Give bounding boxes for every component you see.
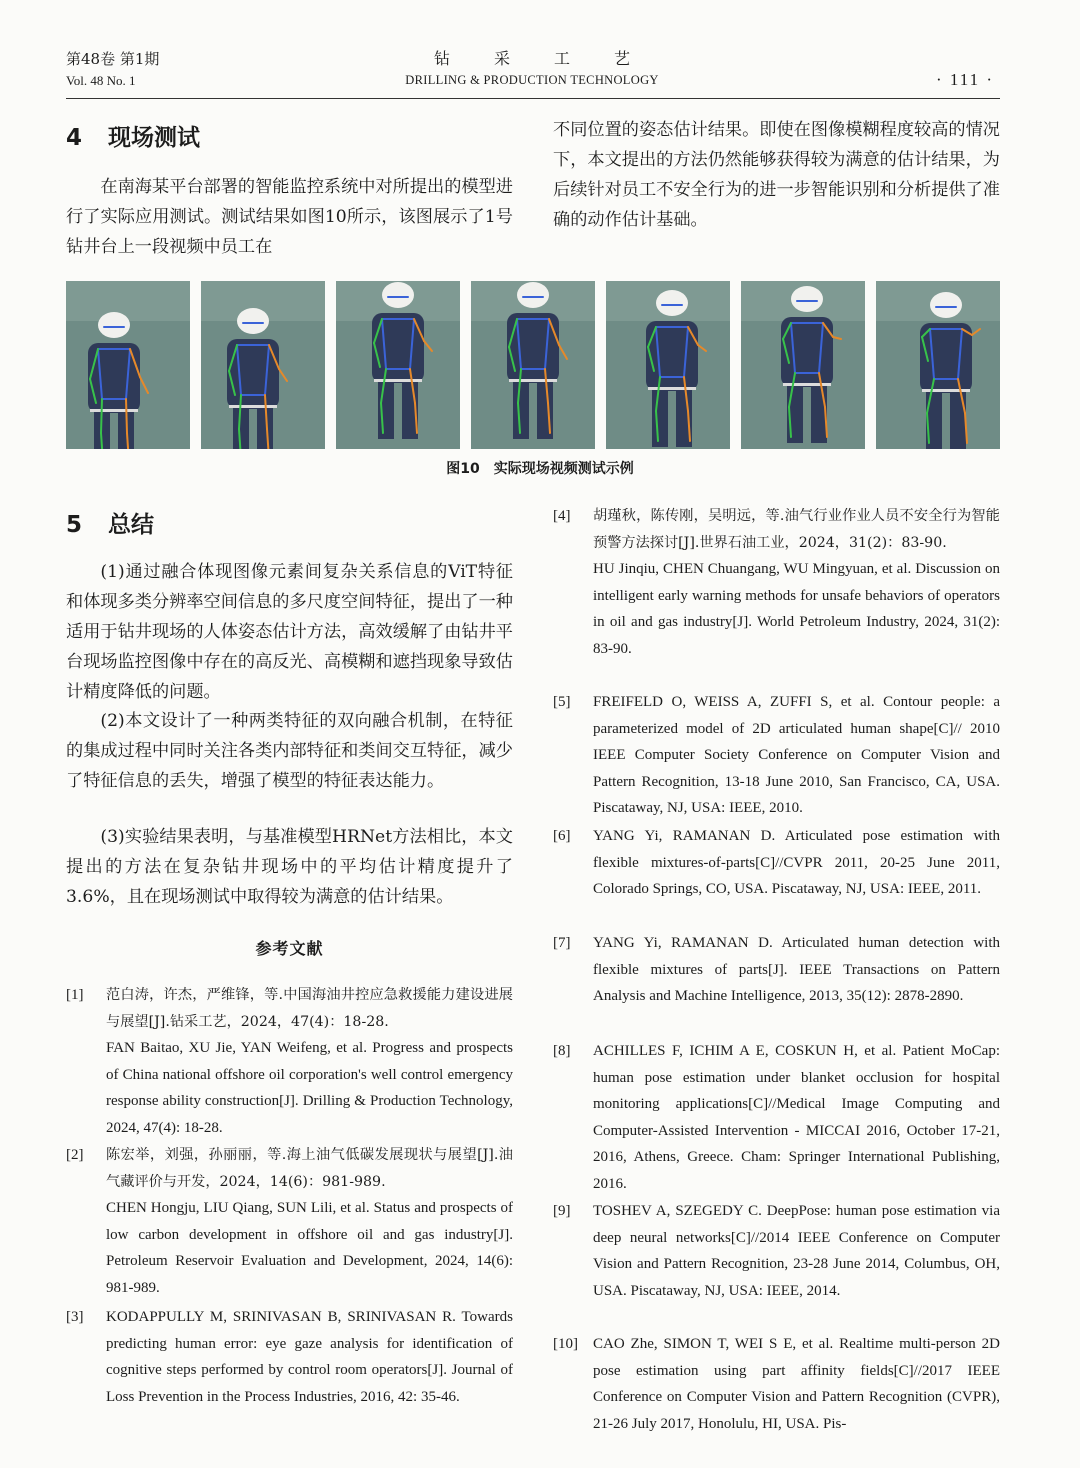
reference-5-en: FREIFELD O, WEISS A, ZUFFI S, et al. Contour people: a parameterized model of 2D articulated human shape[C]// 2010 IEEE Computer Society Conference on Computer Vision and Pattern Recognition, 13-18 June 2010, San Francisco, CA, USA. Piscataway, NJ, USA: IEEE, 2010. xyxy=(593,694,1000,817)
volume-issue xyxy=(66,48,159,92)
summary-item-1: (1)通过融合体现图像元素间复杂关系信息的ViT特征和体现多类分辨率空间信息的多尺度空间特征，提出了一种适用于钻井现场的人体姿态估计方法，高效缓解了由钻井平台现场监控图像中存在的高反光、高模糊和遮挡现象导致估计精度降低的问题。 xyxy=(66,562,513,702)
section-5-title: 总结 xyxy=(108,512,154,538)
reference-6-number: [6] xyxy=(553,828,571,844)
pose-frame-7-graphic xyxy=(876,281,1000,449)
reference-1-cn: 范白涛，许杰，严维锋，等.中国海油井控应急救援能力建设进展与展望[J].钻采工艺，2024，47(4)：18-28. xyxy=(106,987,513,1030)
section-4-paragraph-right: 不同位置的姿态估计结果。即使在图像模糊程度较高的情况下，本文提出的方法仍然能够获得较为满意的估计结果，为后续针对员工不安全行为的进一步智能识别和分析提供了准确的动作估计基础。 xyxy=(553,120,1000,230)
reference-3-en: KODAPPULLY M, SRINIVASAN B, SRINIVASAN R. Towards predicting human error: eye gaze analysis for identification of cognitive steps performed by control room operators[J]. Journal of Loss Prevention in the Process Industries, 2016, 42: 35-46. xyxy=(106,1309,513,1405)
worker-reflective-stripe xyxy=(509,379,557,382)
worker-right-leg xyxy=(950,391,966,449)
reference-2 xyxy=(66,1142,513,1302)
skeleton-right-thigh xyxy=(126,399,127,433)
reference-5 xyxy=(553,689,1000,822)
worker-left-leg xyxy=(233,407,249,449)
section-4-paragraph-left: 在南海某平台部署的智能监控系统中对所提出的模型进行了实际应用测试。测试结果如图10所示，该图展示了1号钻井台上一段视频中员工在 xyxy=(66,177,513,257)
pose-frame-5-graphic xyxy=(606,281,730,449)
page-number: · 111 · xyxy=(935,70,994,89)
video-frame-7 xyxy=(876,281,1000,449)
reference-1 xyxy=(66,982,513,1142)
pose-frame-6-graphic xyxy=(741,281,865,449)
summary-item-3: (3)实验结果表明，与基准模型HRNet方法相比，本文提出的方法在复杂钻井现场中的平均估计精度提升了3.6%，且在现场测试中取得较为满意的估计结果。 xyxy=(66,827,513,907)
worker-left-leg xyxy=(652,389,668,447)
reference-7 xyxy=(553,930,1000,1010)
section-4-title: 现场测试 xyxy=(108,125,200,151)
summary-item-2: (2)本文设计了一种两类特征的双向融合机制，在特征的集成过程中同时关注各类内部特征和类间交互特征，减少了特征信息的丢失，增强了模型的特征表达能力。 xyxy=(66,711,513,791)
volume-issue-cn: 第48卷 第1期 xyxy=(66,50,160,68)
video-frame-2 xyxy=(201,281,325,449)
worker-helmet xyxy=(930,292,962,318)
reference-6 xyxy=(553,823,1000,903)
worker-reflective-stripe xyxy=(922,389,970,392)
figure-10-caption xyxy=(0,458,1080,478)
running-header xyxy=(66,44,1000,99)
reference-9-en: TOSHEV A, SZEGEDY C. DeepPose: human pose estimation via deep neural networks[C]//2014 IEEE Conference on Computer Vision and Pattern Recognition, 23-28 June 2014, Columbus, OH, USA. Piscataway, NJ, USA: IEEE, 2014. xyxy=(593,1203,1000,1299)
worker-left-leg xyxy=(378,381,394,439)
volume-issue-en: Vol. 48 No. 1 xyxy=(66,73,136,88)
journal-title-cn: 钻采工艺 xyxy=(433,49,674,68)
worker-reflective-stripe xyxy=(229,405,277,408)
skeleton-left-thigh xyxy=(101,399,102,433)
figure-label: 图10 xyxy=(446,461,480,477)
reference-5-number: [5] xyxy=(553,694,571,710)
reference-3-number: [3] xyxy=(66,1309,84,1325)
reference-2-number: [2] xyxy=(66,1147,84,1163)
reference-1-en: FAN Baitao, XU Jie, YAN Weifeng, et al. Progress and prospects of China national offshore oil corporation's well control emergency response ability construction[J]. Drilling & Production Technology, 2024, 47(4): 18-28. xyxy=(106,1040,513,1136)
worker-helmet xyxy=(517,282,549,308)
pose-frame-3-graphic xyxy=(336,281,460,449)
reference-9-number: [9] xyxy=(553,1203,571,1219)
section-4-number: 4 xyxy=(66,125,83,151)
reference-8-number: [8] xyxy=(553,1043,571,1059)
journal-title-en: DRILLING & PRODUCTION TECHNOLOGY xyxy=(405,73,659,87)
worker-helmet xyxy=(791,286,823,312)
references-heading: 参考文献 xyxy=(255,939,324,958)
reference-8 xyxy=(553,1038,1000,1198)
reference-8-en: ACHILLES F, ICHIM A E, COSKUN H, et al. Patient MoCap: human pose estimation under blanket occlusion for hospital monitoring applications[C]//Medical Image Computing and Computer-Assisted Intervention - MICCAI 2016, October 17-21, 2016, Athens, Greece. Cham: Springer International Publishing, 2016. xyxy=(593,1043,1000,1192)
reference-3 xyxy=(66,1304,513,1410)
reference-4-number: [4] xyxy=(553,508,571,524)
figure-10 xyxy=(66,281,1000,449)
worker-reflective-stripe xyxy=(374,379,422,382)
reference-10-number: [10] xyxy=(553,1336,578,1352)
reference-9 xyxy=(553,1198,1000,1304)
video-frame-4 xyxy=(471,281,595,449)
pose-frame-4-graphic xyxy=(471,281,595,449)
worker-reflective-stripe xyxy=(90,409,138,412)
worker-reflective-stripe xyxy=(648,387,696,390)
pose-frame-2-graphic xyxy=(201,281,325,449)
worker-left-leg xyxy=(513,381,529,439)
reference-2-cn: 陈宏举，刘强，孙丽丽，等.海上油气低碳发展现状与展望[J].油气藏评价与开发，2024，14(6)：981-989. xyxy=(106,1147,513,1190)
frame-backdrop xyxy=(66,281,190,321)
reference-7-en: YANG Yi, RAMANAN D. Articulated human detection with flexible mixtures of parts[J]. IEEE Transactions on Pattern Analysis and Machine Intelligence, 2013, 35(12): 2878-2890. xyxy=(593,935,1000,1005)
reference-2-en: CHEN Hongju, LIU Qiang, SUN Lili, et al. Status and prospects of low carbon development in offshore oil and gas industry[J]. Petroleum Reservoir Evaluation and Development, 2024, 14(6): 981-989. xyxy=(106,1200,513,1296)
pose-frame-1-graphic xyxy=(66,281,190,449)
worker-helmet xyxy=(382,282,414,308)
reference-7-number: [7] xyxy=(553,935,571,951)
worker-helmet xyxy=(98,312,130,338)
video-frame-6 xyxy=(741,281,865,449)
reference-6-en: YANG Yi, RAMANAN D. Articulated pose estimation with flexible mixtures-of-parts[C]//CVPR 2011, 20-25 June 2011, Colorado Springs, CO, USA. Piscataway, NJ, USA: IEEE, 2011. xyxy=(593,828,1000,898)
section-5-number: 5 xyxy=(66,512,83,538)
section-4-heading xyxy=(66,119,200,152)
worker-right-leg xyxy=(257,407,273,449)
figure-caption-text: 实际现场视频测试示例 xyxy=(493,461,634,477)
reference-4 xyxy=(553,503,1000,663)
video-frame-3 xyxy=(336,281,460,449)
reference-10 xyxy=(553,1331,1000,1437)
section-5-heading xyxy=(66,506,154,539)
video-frame-1 xyxy=(66,281,190,449)
video-frame-5 xyxy=(606,281,730,449)
worker-reflective-stripe xyxy=(783,383,831,386)
reference-10-en: CAO Zhe, SIMON T, WEI S E, et al. Realtime multi-person 2D pose estimation using part affinity fields[C]//2017 IEEE Conference on Computer Vision and Pattern Recognition (CVPR), 21-26 July 2017, Honolulu, HI, USA. Pis- xyxy=(593,1336,1000,1432)
worker-helmet xyxy=(237,308,269,334)
reference-4-en: HU Jinqiu, CHEN Chuangang, WU Mingyuan, et al. Discussion on intelligent early warning methods for unsafe behaviors of operators in oil and gas industry[J]. World Petroleum Industry, 2024, 31(2): 83-90. xyxy=(593,561,1000,657)
reference-1-number: [1] xyxy=(66,987,84,1003)
reference-4-cn: 胡瑾秋，陈传刚，吴明远，等.油气行业作业人员不安全行为智能预警方法探讨[J].世界石油工业，2024，31(2)：83-90. xyxy=(593,508,1000,551)
worker-helmet xyxy=(656,290,688,316)
journal-title xyxy=(366,48,698,90)
